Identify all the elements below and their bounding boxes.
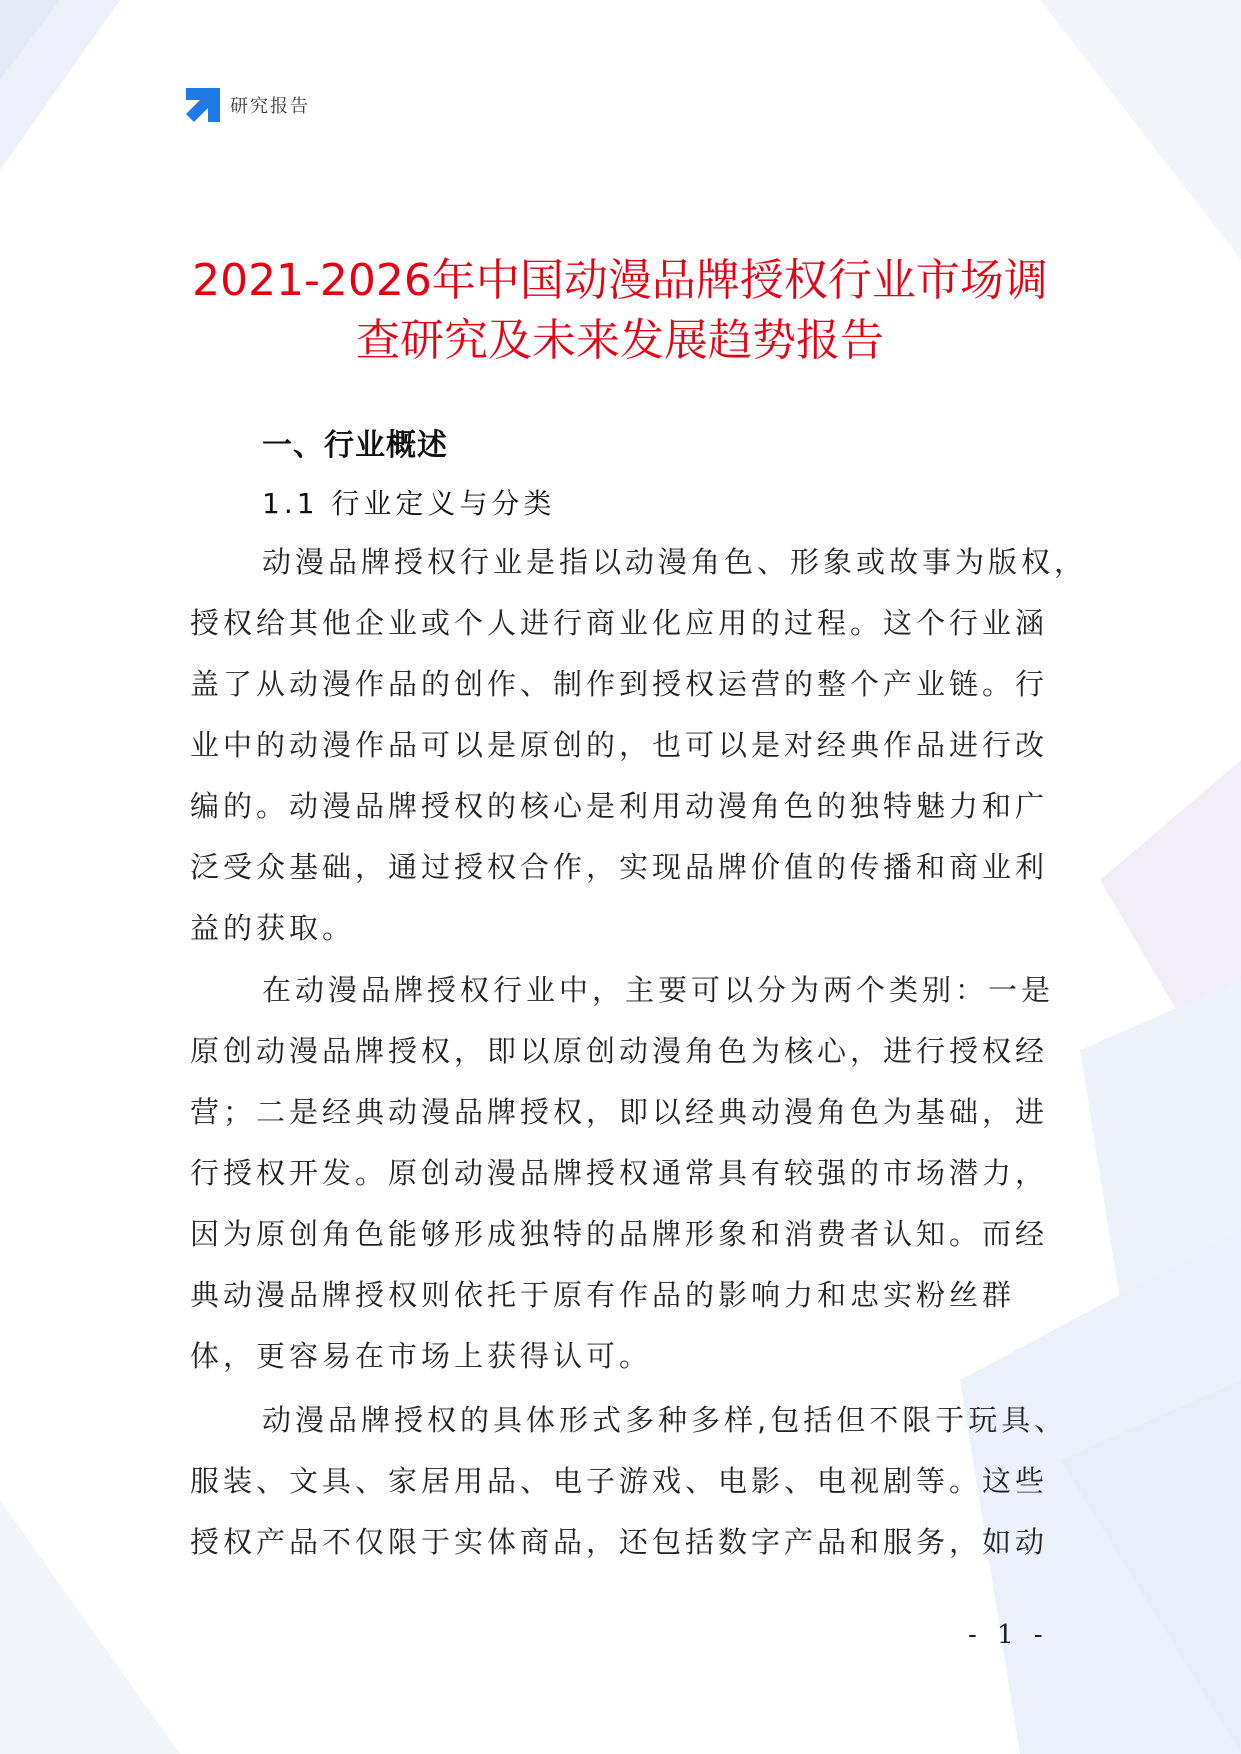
subsection-heading: 1.1 行业定义与分类 (262, 487, 556, 520)
paragraph-line: 授权给其他企业或个人进行商业化应用的过程。这个行业涵 (190, 606, 1049, 640)
paragraph-line: 业中的动漫作品可以是原创的，也可以是对经典作品进行改 (190, 728, 1049, 762)
paragraph-line: 盖了从动漫作品的创作、制作到授权运营的整个产业链。行 (190, 667, 1049, 701)
arrow-up-right-icon (186, 88, 220, 122)
paragraph-1 (190, 532, 1088, 959)
paragraph-line: 动漫品牌授权的具体形式多种多样,包括但不限于玩具、 (262, 1403, 1068, 1437)
page-number: - 1 - (968, 1620, 1049, 1650)
title-line-2: 查研究及未来发展趋势报告 (356, 315, 884, 367)
document-title (130, 251, 1110, 371)
report-header (186, 88, 310, 122)
paragraph-line: 因为原创角色能够形成独特的品牌形象和消费者认知。而经 (190, 1217, 1049, 1251)
paragraph-line: 营；二是经典动漫品牌授权，即以经典动漫角色为基础，进 (190, 1095, 1049, 1129)
paragraph-line: 行授权开发。原创动漫品牌授权通常具有较强的市场潜力， (190, 1156, 1049, 1190)
paragraph-line: 体，更容易在市场上获得认可。 (190, 1339, 653, 1373)
paragraph-line: 编的。动漫品牌授权的核心是利用动漫角色的独特魅力和广 (190, 789, 1049, 823)
paragraph-line: 原创动漫品牌授权，即以原创动漫角色为核心，进行授权经 (190, 1034, 1049, 1068)
paragraph-3 (190, 1390, 1068, 1573)
paragraph-2 (190, 960, 1055, 1387)
paragraph-line: 服装、文具、家居用品、电子游戏、电影、电视剧等。这些 (190, 1464, 1049, 1498)
paragraph-line: 益的获取。 (190, 911, 356, 945)
title-line-1: 2021-2026年中国动漫品牌授权行业市场调 (192, 255, 1048, 307)
paragraph-line: 典动漫品牌授权则依托于原有作品的影响力和忠实粉丝群 (190, 1278, 1016, 1312)
paragraph-line: 泛受众基础，通过授权合作，实现品牌价值的传播和商业利 (190, 850, 1049, 884)
section-heading: 一、行业概述 (262, 428, 448, 463)
paragraph-line: 在动漫品牌授权行业中，主要可以分为两个类别：一是 (262, 973, 1055, 1007)
paragraph-line: 授权产品不仅限于实体商品，还包括数字产品和服务，如动 (190, 1525, 1049, 1559)
brand-label: 研究报告 (230, 96, 310, 117)
paragraph-line: 动漫品牌授权行业是指以动漫角色、形象或故事为版权， (262, 545, 1088, 579)
